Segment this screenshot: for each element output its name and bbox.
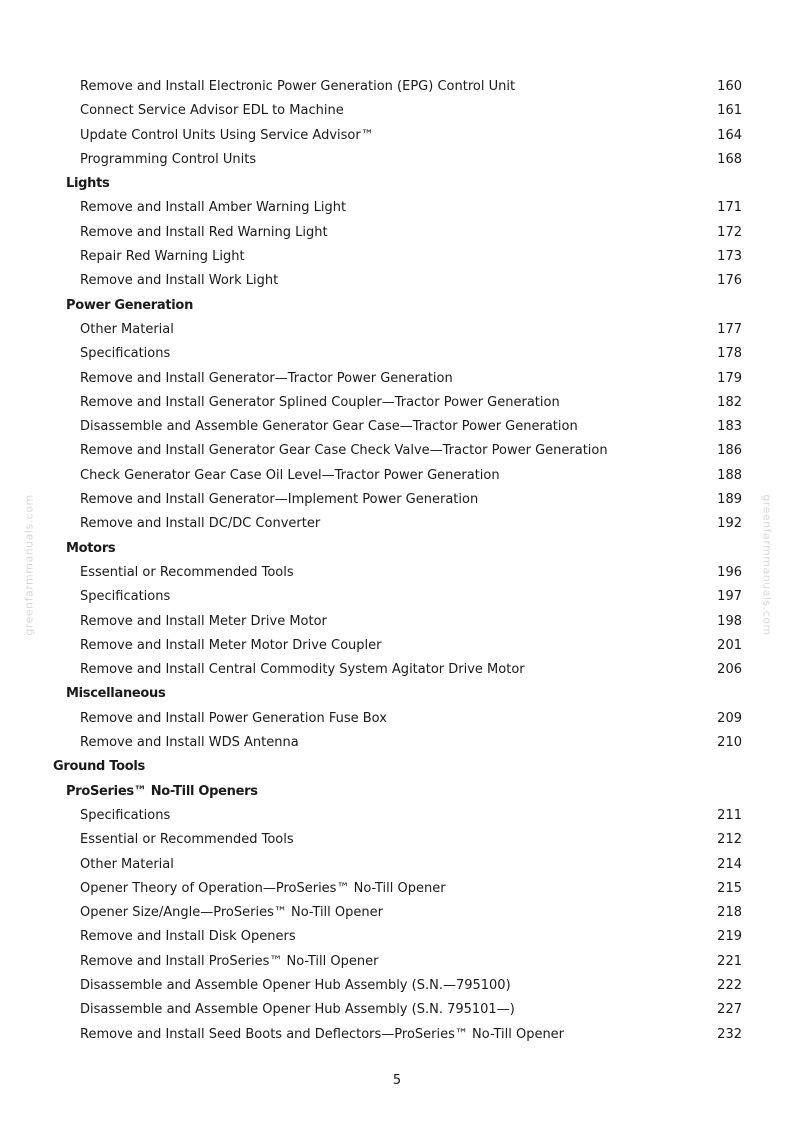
toc-section-heading — [0, 682, 794, 706]
toc-entry-title: Remove and Install Amber Warning Light — [80, 200, 347, 216]
toc-entry-page: 209 — [717, 710, 742, 726]
toc-entry-page: 179 — [717, 370, 742, 386]
toc-entry[interactable] — [0, 585, 794, 609]
toc-entry-title: Power Generation — [66, 297, 194, 313]
toc-entry-title: Remove and Install Power Generation Fuse Box — [80, 710, 387, 726]
toc-entry[interactable] — [0, 828, 794, 852]
toc-section-heading — [0, 537, 794, 561]
toc-entry-title: Remove and Install Generator—Tractor Power Generation — [80, 370, 453, 386]
toc-entry-page: 178 — [717, 346, 742, 362]
toc-entry-page: 206 — [717, 662, 742, 678]
toc-entry-page: 198 — [717, 613, 742, 629]
toc-entry-title: Remove and Install Work Light — [80, 273, 279, 289]
toc-entry-title: Remove and Install Meter Drive Motor — [80, 613, 327, 629]
toc-entry[interactable] — [0, 221, 794, 245]
toc-entry[interactable] — [0, 804, 794, 828]
toc-entry-title: Remove and Install ProSeries™ No-Till Opener — [80, 953, 379, 969]
toc-section-heading — [0, 294, 794, 318]
toc-entry-title: Specifications — [80, 346, 171, 362]
toc-entry[interactable] — [0, 634, 794, 658]
toc-entry-title: Remove and Install Generator Gear Case Check Valve—Tractor Power Generation — [80, 443, 608, 459]
toc-entry-title: Motors — [66, 540, 116, 556]
toc-entry-title: Essential or Recommended Tools — [80, 832, 294, 848]
toc-entry[interactable] — [0, 658, 794, 682]
toc-entry[interactable] — [0, 75, 794, 99]
toc-entry-page: 161 — [717, 103, 742, 119]
watermark-right: greenfarmmanuals.com — [760, 494, 774, 636]
toc-entry[interactable] — [0, 464, 794, 488]
toc-entry-title: Repair Red Warning Light — [80, 249, 245, 265]
toc-entry[interactable] — [0, 318, 794, 342]
toc-chapter-heading — [0, 755, 794, 779]
toc-entry-title: Remove and Install Electronic Power Generation (EPG) Control Unit — [80, 79, 516, 94]
toc-entry-page: 218 — [717, 905, 742, 921]
toc-entry-page: 168 — [717, 151, 742, 167]
toc-entry[interactable] — [0, 269, 794, 293]
toc-entry-title: Disassemble and Assemble Generator Gear Case—Tractor Power Generation — [80, 419, 578, 435]
toc-entry[interactable] — [0, 901, 794, 925]
toc-entry-title: Remove and Install Disk Openers — [80, 929, 296, 945]
toc-entry-page: 192 — [717, 516, 742, 532]
toc-entry-title: Remove and Install Meter Motor Drive Coupler — [80, 637, 382, 653]
toc-entry[interactable] — [0, 512, 794, 536]
toc-entry-page: 172 — [717, 224, 742, 240]
toc-entry-title: Remove and Install Generator Splined Coupler—Tractor Power Generation — [80, 394, 560, 410]
page-number: 5 — [392, 1073, 402, 1088]
toc-entry[interactable] — [0, 391, 794, 415]
watermark-left: greenfarmmanuals.com — [22, 494, 36, 636]
toc-entry[interactable] — [0, 367, 794, 391]
toc-entry-page: 197 — [717, 589, 742, 605]
toc-entry-page: 212 — [717, 832, 742, 848]
toc-entry[interactable] — [0, 439, 794, 463]
toc-entry[interactable] — [0, 707, 794, 731]
toc-entry[interactable] — [0, 950, 794, 974]
toc-entry-page: 215 — [717, 880, 742, 896]
toc-entry-title: Other Material — [80, 321, 174, 337]
toc-entry-page: 201 — [717, 637, 742, 653]
toc-entry-page: 189 — [717, 492, 742, 508]
toc-entry-page: 214 — [717, 856, 742, 872]
toc-entry-page: 164 — [717, 127, 742, 143]
toc-entry-title: Specifications — [80, 589, 171, 605]
toc-section-heading — [0, 780, 794, 804]
toc-entry-page: 219 — [717, 929, 742, 945]
table-of-contents — [0, 75, 794, 1047]
toc-entry-title: Miscellaneous — [66, 686, 166, 702]
toc-entry[interactable] — [0, 148, 794, 172]
toc-entry-title: Remove and Install Central Commodity System Agitator Drive Motor — [80, 662, 525, 678]
toc-entry-title: Remove and Install Seed Boots and Deflectors—ProSeries™ No-Till Opener — [80, 1026, 565, 1042]
toc-entry[interactable] — [0, 561, 794, 585]
toc-entry[interactable] — [0, 245, 794, 269]
toc-section-heading — [0, 172, 794, 196]
toc-entry-page: 211 — [717, 807, 742, 823]
toc-entry-title: Essential or Recommended Tools — [80, 564, 294, 580]
toc-entry-title: Lights — [66, 176, 110, 192]
toc-entry-page: 176 — [717, 273, 742, 289]
toc-entry[interactable] — [0, 415, 794, 439]
toc-entry[interactable] — [0, 610, 794, 634]
toc-entry-page: 222 — [717, 977, 742, 993]
toc-entry-title: Check Generator Gear Case Oil Level—Tractor Power Generation — [80, 467, 500, 483]
toc-entry-title: Opener Theory of Operation—ProSeries™ No-Till Opener — [80, 880, 446, 896]
toc-entry-title: Other Material — [80, 856, 174, 872]
toc-entry[interactable] — [0, 1023, 794, 1047]
toc-entry-page: 173 — [717, 249, 742, 265]
toc-entry[interactable] — [0, 196, 794, 220]
toc-entry[interactable] — [0, 488, 794, 512]
toc-entry-title: Update Control Units Using Service Advisor™ — [80, 127, 374, 143]
toc-entry-title: Remove and Install Red Warning Light — [80, 224, 328, 240]
toc-entry-title: Remove and Install DC/DC Converter — [80, 516, 321, 532]
toc-entry-title: Remove and Install WDS Antenna — [80, 735, 299, 751]
toc-entry-page: 210 — [717, 735, 742, 751]
toc-entry-page: 186 — [717, 443, 742, 459]
toc-entry[interactable] — [0, 925, 794, 949]
toc-entry[interactable] — [0, 974, 794, 998]
toc-entry[interactable] — [0, 342, 794, 366]
toc-entry-title: Specifications — [80, 807, 171, 823]
toc-entry-title: Disassemble and Assemble Opener Hub Assembly (S.N. 795101—) — [80, 1002, 515, 1018]
toc-entry-page: 182 — [717, 394, 742, 410]
toc-entry-page: 171 — [717, 200, 742, 216]
toc-entry[interactable] — [0, 877, 794, 901]
toc-entry-title: Connect Service Advisor EDL to Machine — [80, 103, 344, 119]
toc-entry-title: Disassemble and Assemble Opener Hub Assembly (S.N.—795100) — [80, 977, 511, 993]
toc-entry-page: 221 — [717, 953, 742, 969]
toc-entry-page: 177 — [717, 321, 742, 337]
toc-entry-page: 188 — [717, 467, 742, 483]
toc-entry-title: Remove and Install Generator—Implement Power Generation — [80, 492, 479, 508]
toc-entry-page: 160 — [717, 79, 742, 94]
toc-entry-title: Ground Tools — [53, 759, 145, 775]
toc-entry[interactable] — [0, 124, 794, 148]
toc-entry-page: 227 — [717, 1002, 742, 1018]
toc-entry[interactable] — [0, 99, 794, 123]
toc-entry[interactable] — [0, 998, 794, 1022]
toc-entry-page: 196 — [717, 564, 742, 580]
toc-entry-page: 232 — [717, 1026, 742, 1042]
toc-entry-title: Programming Control Units — [80, 151, 257, 167]
toc-entry[interactable] — [0, 731, 794, 755]
toc-entry-page: 183 — [717, 419, 742, 435]
toc-entry[interactable] — [0, 853, 794, 877]
toc-entry-title: Opener Size/Angle—ProSeries™ No-Till Opener — [80, 905, 383, 921]
toc-entry-title: ProSeries™ No-Till Openers — [66, 783, 258, 799]
